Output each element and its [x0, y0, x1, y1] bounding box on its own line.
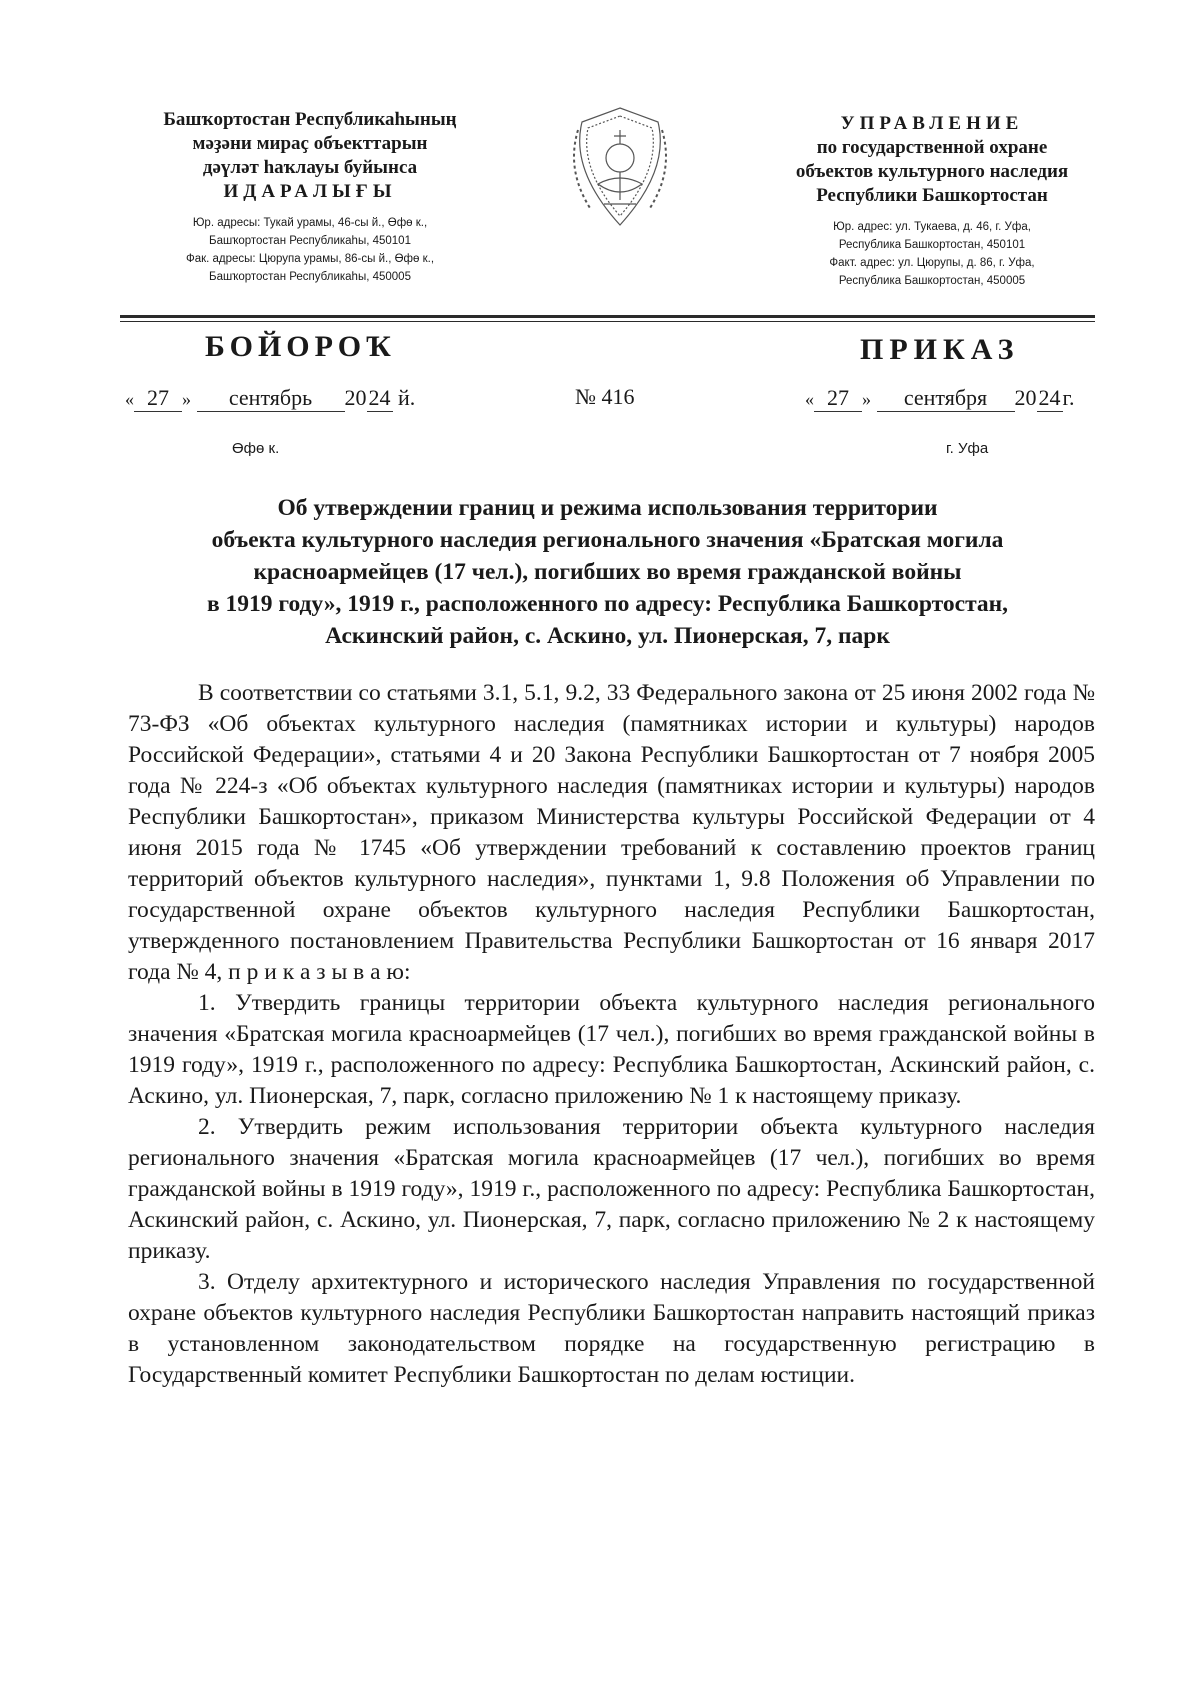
org-name-bashkir-line-3: дәүләт һаҡлауы буйынса	[202, 157, 418, 178]
address-line: Фак. адресы: Цюрупа урамы, 86-сы й., Өфө к.,	[185, 253, 435, 265]
quote-close: »	[862, 389, 871, 409]
city-bashkir: Өфө к.	[232, 440, 280, 457]
title-line: Об утверждении границ и режима использования территории	[277, 495, 938, 521]
address-line: Республика Башкортостан, 450005	[838, 275, 1026, 287]
coat-of-arms-icon	[560, 100, 680, 235]
org-name-bashkir-line-1: Башҡортостан Республикаһының	[163, 109, 457, 130]
body-paragraph-preamble: В соответствии со статьями 3.1, 5.1, 9.2, 33 Федерального закона от 25 июня 2002 года № 73-ФЗ «Об объектах культурного наследия (памятниках истории и культуры) народов Российской Федерации», статьями 4 и 20 Закона Республики Башкортостан от 7 ноября 2005 года № 224-з «Об объектах культурного наследия (памятниках истории и культуры) народов Республики Башкортостан», приказом Министерства культуры Российской Федерации от 4 июня 2015 года № 1745 «Об утверждении требований к составлению проектов границ территорий объектов культурного наследия», пунктами 1, 9.8 Положения об Управлении по государственной охране объектов культурного наследия Республики Башкортостан, утвержденного постановлением Правительства Республики Башкортостан от 16 января 2017 года № 4, п р и к а з ы в а ю:	[128, 680, 1095, 985]
city-russian: г. Уфа	[946, 440, 989, 457]
address-line: Башҡортостан Республикаһы, 450005	[209, 271, 411, 283]
address-line: Юр. адресы: Тукай урамы, 46-сы й., Өфө к.,	[192, 217, 428, 229]
quote-open: «	[125, 389, 134, 409]
date-day: 27	[814, 385, 862, 412]
date-bashkir	[125, 385, 415, 412]
body-paragraph-item-3: 3. Отделу архитектурного и исторического наследия Управления по государственной охране объектов культурного наследия Республики Башкортостан направить настоящий приказ в установленном законодательством порядке на государственную регистрацию в Государственный комитет Республики Башкортостан по делам юстиции.	[128, 1269, 1095, 1388]
address-line: Юр. адрес: ул. Тукаева, д. 46, г. Уфа,	[833, 221, 1031, 233]
body-paragraph-item-2: 2. Утвердить режим использования территории объекта культурного наследия регионального значения «Братская могила красноармейцев (17 чел.), погибших во время гражданской войны в 1919 году», 1919 г., расположенного по адресу: Республика Башкортостан, Аскинский район, с. Аскино, ул. Пионерская, 7, парк, согласно приложению № 2 к настоящему приказу.	[128, 1114, 1095, 1264]
address-line: Факт. адрес: ул. Цюрупы, д. 86, г. Уфа,	[829, 257, 1035, 269]
title-line: объекта культурного наследия регионального значения «Братская могила	[211, 527, 1004, 553]
org-name-bashkir-line-2: мәҙәни мираҫ объекттарын	[192, 133, 428, 154]
header-right-organization	[752, 112, 1112, 290]
title-line: Аскинский район, с. Аскино, ул. Пионерская, 7, парк	[325, 623, 890, 649]
org-address-russian	[752, 218, 1112, 290]
date-day: 27	[134, 385, 182, 412]
title-line: в 1919 году», 1919 г., расположенного по адресу: Республика Башкортостан,	[206, 591, 1009, 617]
doc-type-russian: ПРИКАЗ	[860, 333, 1020, 366]
org-name-bashkir-spaced: ИДАРАЛЫҒЫ	[223, 181, 397, 202]
date-suffix: г.	[1062, 385, 1075, 410]
header-divider-thick	[120, 315, 1095, 318]
title-line: красноармейцев (17 чел.), погибших во время гражданской войны	[253, 559, 962, 585]
header-divider-thin	[120, 321, 1095, 322]
date-month: сентябрь	[197, 385, 345, 412]
org-name-russian-line-1: по государственной охране	[816, 137, 1048, 158]
document-number: № 416	[575, 384, 635, 409]
date-month: сентября	[877, 385, 1015, 412]
date-russian	[805, 385, 1075, 412]
date-year-prefix: 20	[1014, 385, 1037, 410]
org-name-russian-spaced: УПРАВЛЕНИЕ	[840, 113, 1024, 134]
date-year-suffix: 24	[368, 385, 391, 410]
document-title	[120, 492, 1095, 652]
date-year-prefix: 20	[344, 385, 367, 410]
org-name-russian-line-3: Республики Башкортостан	[816, 185, 1048, 206]
quote-close: »	[182, 389, 191, 409]
date-year-suffix: 24	[1038, 385, 1061, 410]
document-body	[128, 678, 1095, 1391]
address-line: Республика Башкортостан, 450101	[838, 239, 1026, 251]
org-name-russian-line-2: объектов культурного наследия	[795, 161, 1069, 182]
date-suffix: й.	[398, 385, 416, 410]
address-line: Башҡортостан Республикаһы, 450101	[209, 235, 411, 247]
header-left-organization	[120, 108, 500, 286]
quote-open: «	[805, 389, 814, 409]
body-paragraph-item-1: 1. Утвердить границы территории объекта культурного наследия регионального значения «Братская могила красноармейцев (17 чел.), погибших во время гражданской войны в 1919 году», 1919 г., расположенного по адресу: Республика Башкортостан, Аскинский район, с. Аскино, ул. Пионерская, 7, парк, согласно приложению № 1 к настоящему приказу.	[128, 990, 1095, 1109]
doc-type-bashkir: БОЙОРОҠ	[205, 330, 396, 363]
org-address-bashkir	[120, 214, 500, 286]
